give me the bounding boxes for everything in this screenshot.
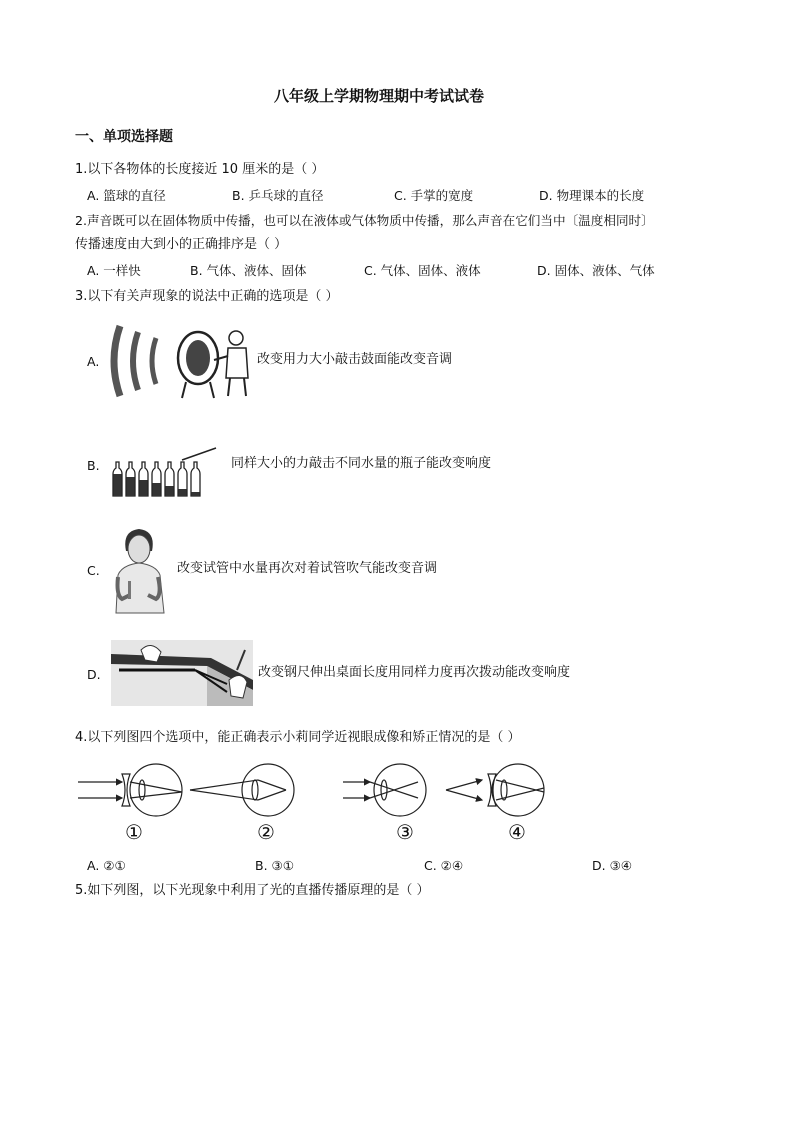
girl-blowing-test-tube-image xyxy=(108,525,170,615)
figure-label-2: ② xyxy=(257,820,275,844)
question-1-option-d[interactable]: D. 物理课本的长度 xyxy=(539,188,645,203)
question-3-stem: 3.以下有关声现象的说法中正确的选项是（ ） xyxy=(75,289,339,304)
question-2-option-d[interactable]: D. 固体、液体、气体 xyxy=(537,263,655,278)
eye-diagrams-figure xyxy=(78,760,558,850)
question-2-option-c[interactable]: C. 气体、固体、液体 xyxy=(364,263,481,278)
question-1-stem: 1.以下各物体的长度接近 10 厘米的是（ ） xyxy=(75,162,325,177)
question-3-option-a-letter[interactable]: A. xyxy=(87,354,100,369)
question-3-option-d-text[interactable]: 改变钢尺伸出桌面长度用同样力度再次拨动能改变响度 xyxy=(258,665,571,680)
page-title: 八年级上学期物理期中考试试卷 xyxy=(274,87,485,105)
question-4-option-c[interactable]: C. ②④ xyxy=(424,858,464,873)
question-3-option-b-letter[interactable]: B. xyxy=(87,458,100,473)
water-bottles-image xyxy=(112,446,222,498)
question-2-option-a[interactable]: A. 一样快 xyxy=(87,263,141,278)
question-4-option-d[interactable]: D. ③④ xyxy=(592,858,632,873)
steel-ruler-table-image xyxy=(111,640,253,706)
question-4-stem: 4.以下列图四个选项中，能正确表示小莉同学近视眼成像和矫正情况的是（ ） xyxy=(75,730,521,745)
question-3-option-c-letter[interactable]: C. xyxy=(87,563,100,578)
question-2-stem-line-1: 2.声音既可以在固体物质中传播，也可以在液体或气体物质中传播，那么声音在它们当中〔温度相同时〕 xyxy=(75,213,654,228)
question-1-option-b[interactable]: B. 乒乓球的直径 xyxy=(232,188,324,203)
section-header: 一、单项选择题 xyxy=(75,129,173,145)
drum-sound-waves-image xyxy=(106,322,252,400)
question-4-option-b[interactable]: B. ③① xyxy=(255,858,294,873)
question-3-option-a-text[interactable]: 改变用力大小敲击鼓面能改变音调 xyxy=(257,352,453,367)
question-3-option-d-letter[interactable]: D. xyxy=(87,667,101,682)
question-3-option-b-text[interactable]: 同样大小的力敲击不同水量的瓶子能改变响度 xyxy=(231,456,492,471)
figure-label-1: ① xyxy=(125,820,143,844)
question-1-option-a[interactable]: A. 篮球的直径 xyxy=(87,188,166,203)
question-2-stem-line-2: 传播速度由大到小的正确排序是（ ） xyxy=(75,237,288,252)
question-3-option-c-text[interactable]: 改变试管中水量再次对着试管吹气能改变音调 xyxy=(177,561,438,576)
question-5-stem: 5.如下列图，以下光现象中利用了光的直播传播原理的是（ ） xyxy=(75,883,430,898)
question-4-option-a[interactable]: A. ②① xyxy=(87,858,126,873)
figure-label-3: ③ xyxy=(396,820,414,844)
figure-label-4: ④ xyxy=(508,820,526,844)
question-2-option-b[interactable]: B. 气体、液体、固体 xyxy=(190,263,307,278)
question-1-option-c[interactable]: C. 手掌的宽度 xyxy=(394,188,474,203)
